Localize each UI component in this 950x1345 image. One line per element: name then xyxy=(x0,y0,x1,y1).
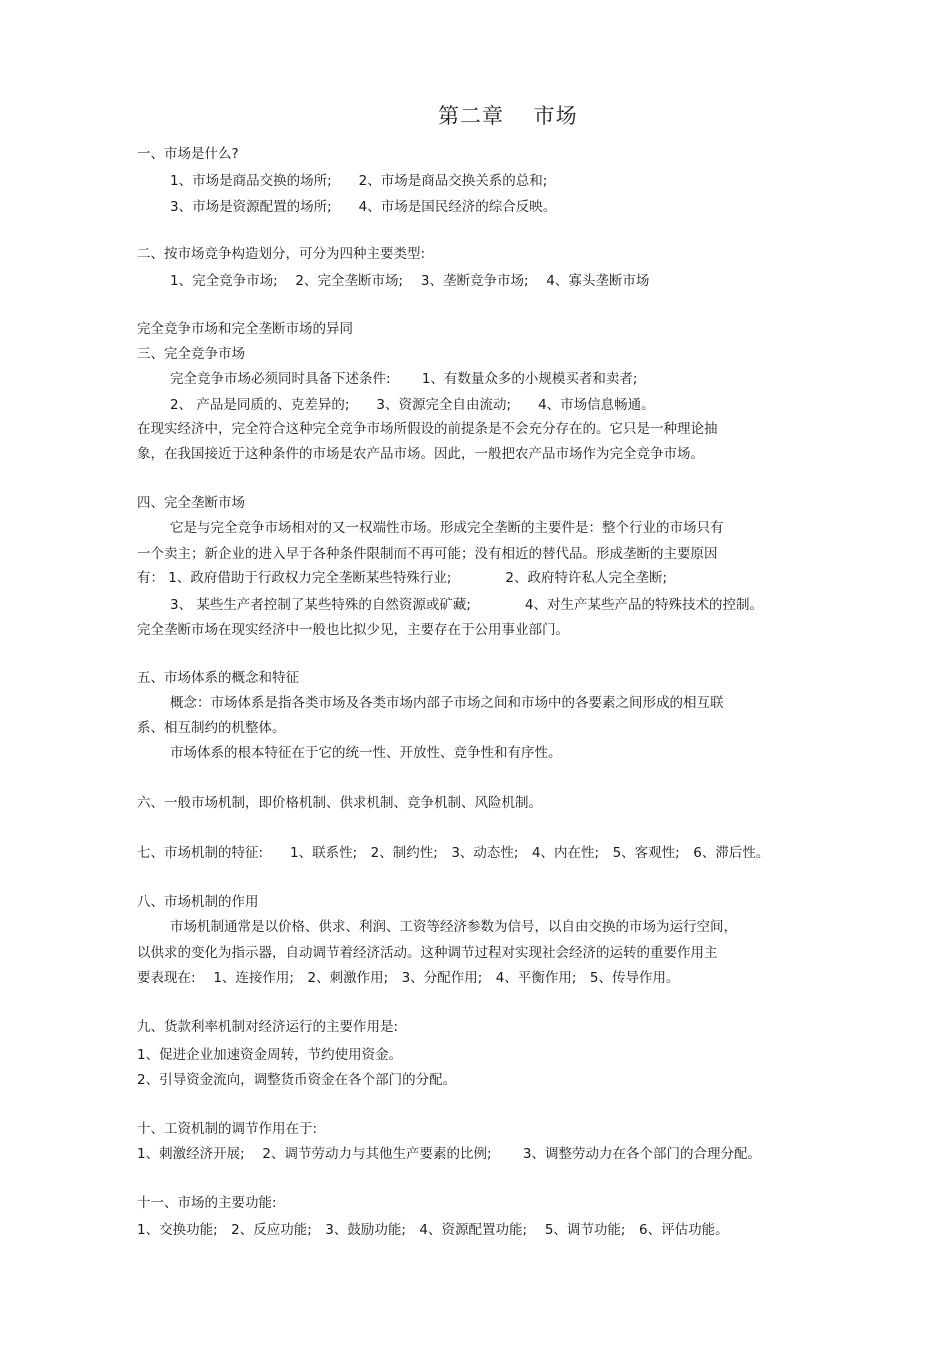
section-9-line-1: 1、促进企业加速资金周转，节约使用资金。 xyxy=(137,1047,403,1063)
section-3-line-2: 2、 产品是同质的、克差异的; 3、资源完全自由流动; 4、市场信息畅通。 xyxy=(170,397,655,413)
section-8-heading: 八、市场机制的作用 xyxy=(137,894,259,910)
section-10-heading: 十、工资机制的调节作用在于: xyxy=(137,1121,318,1137)
section-1-heading: 一、市场是什么? xyxy=(137,146,239,162)
section-6-heading: 六、一般市场机制，即价格机制、供求机制、竞争机制、风险机制。 xyxy=(137,795,542,811)
section-4-line-1: 它是与完全竞争市场相对的又一权端性市场。形成完全垄断的主要件是：整个行业的市场只有 xyxy=(170,520,724,536)
section-1-line-2: 3、市场是资源配置的场所; 4、市场是国民经济的综合反映。 xyxy=(170,199,557,215)
section-5-line-1: 概念：市场体系是指各类市场及各类市场内部子市场之间和市场中的各要素之间形成的相互联 xyxy=(170,695,724,711)
section-3-line-1: 完全竞争市场必须同时具备下述条件: 1、有数量众多的小规模买者和卖者; xyxy=(170,371,638,387)
section-3-intro: 完全竞争市场和完全垄断市场的异同 xyxy=(137,321,353,337)
section-1-line-1: 1、市场是商品交换的场所; 2、市场是商品交换关系的总和; xyxy=(170,173,548,189)
section-9-heading: 九、货款利率机制对经济运行的主要作用是: xyxy=(137,1019,399,1035)
section-8-line-2: 以供求的变化为指示器，自动调节着经济活动。这种调节过程对实现社会经济的运转的重要作用主 xyxy=(137,945,718,961)
section-10-line-1: 1、刺激经济开展; 2、调节劳动力与其他生产要素的比例; 3、调整劳动力在各个部门的合理分配。 xyxy=(137,1146,761,1162)
section-2-heading: 二、按市场竞争构造划分，可分为四种主要类型: xyxy=(137,246,426,262)
section-8-line-3: 要表现在: 1、连接作用; 2、刺激作用; 3、分配作用; 4、平衡作用; 5、传导作用。 xyxy=(137,970,680,986)
section-3-line-4: 象，在我国接近于这种条件的市场是农产品市场。因此，一般把农产品市场作为完全竞争市场。 xyxy=(137,446,704,462)
section-4-line-3: 有： 1、政府借助于行政权力完全垄断某些特殊行业; 2、政府特许私人完全垄断; xyxy=(137,570,668,586)
section-4-heading: 四、完全垄断市场 xyxy=(137,495,245,511)
section-3-heading: 三、完全竞争市场 xyxy=(137,346,245,362)
page-title: 第二章 市场 xyxy=(438,104,578,128)
section-3-line-3: 在现实经济中，完全符合这种完全竞争市场所假设的前提条是不会充分存在的。它只是一种理论抽 xyxy=(137,421,718,437)
section-5-line-2: 系、相互制约的机整体。 xyxy=(137,720,286,736)
section-8-line-1: 市场机制通常是以价格、供求、利润、工资等经济参数为信号，以自由交换的市场为运行空间， xyxy=(170,919,737,935)
section-4-line-5: 完全垄断市场在现实经济中一般也比拟少见，主要存在于公用事业部门。 xyxy=(137,622,569,638)
section-9-line-2: 2、引导资金流向，调整货币资金在各个部门的分配。 xyxy=(137,1072,457,1088)
section-5-heading: 五、市场体系的概念和特征 xyxy=(137,670,299,686)
section-7-heading: 七、市场机制的特征: 1、联系性; 2、制约性; 3、动态性; 4、内在性; 5、客观性; 6、滞后性。 xyxy=(137,845,770,861)
section-11-line-1: 1、交换功能; 2、反应功能; 3、鼓励功能; 4、资源配置功能; 5、调节功能; 6、评估功能。 xyxy=(137,1222,729,1238)
section-4-line-2: 一个卖主；新企业的进入早于各种条件限制而不再可能；没有相近的替代品。形成垄断的主要原因 xyxy=(137,546,718,562)
section-4-line-4: 3、 某些生产者控制了某些特殊的自然资源或矿藏; 4、对生产某些产品的特殊技术的控制。 xyxy=(170,597,764,613)
section-2-line-1: 1、完全竞争市场; 2、完全垄断市场; 3、垄断竞争市场; 4、寡头垄断市场 xyxy=(170,273,650,289)
section-11-heading: 十一、市场的主要功能: xyxy=(137,1195,277,1211)
section-5-line-3: 市场体系的根本特征在于它的统一性、开放性、竞争性和有序性。 xyxy=(170,745,562,761)
